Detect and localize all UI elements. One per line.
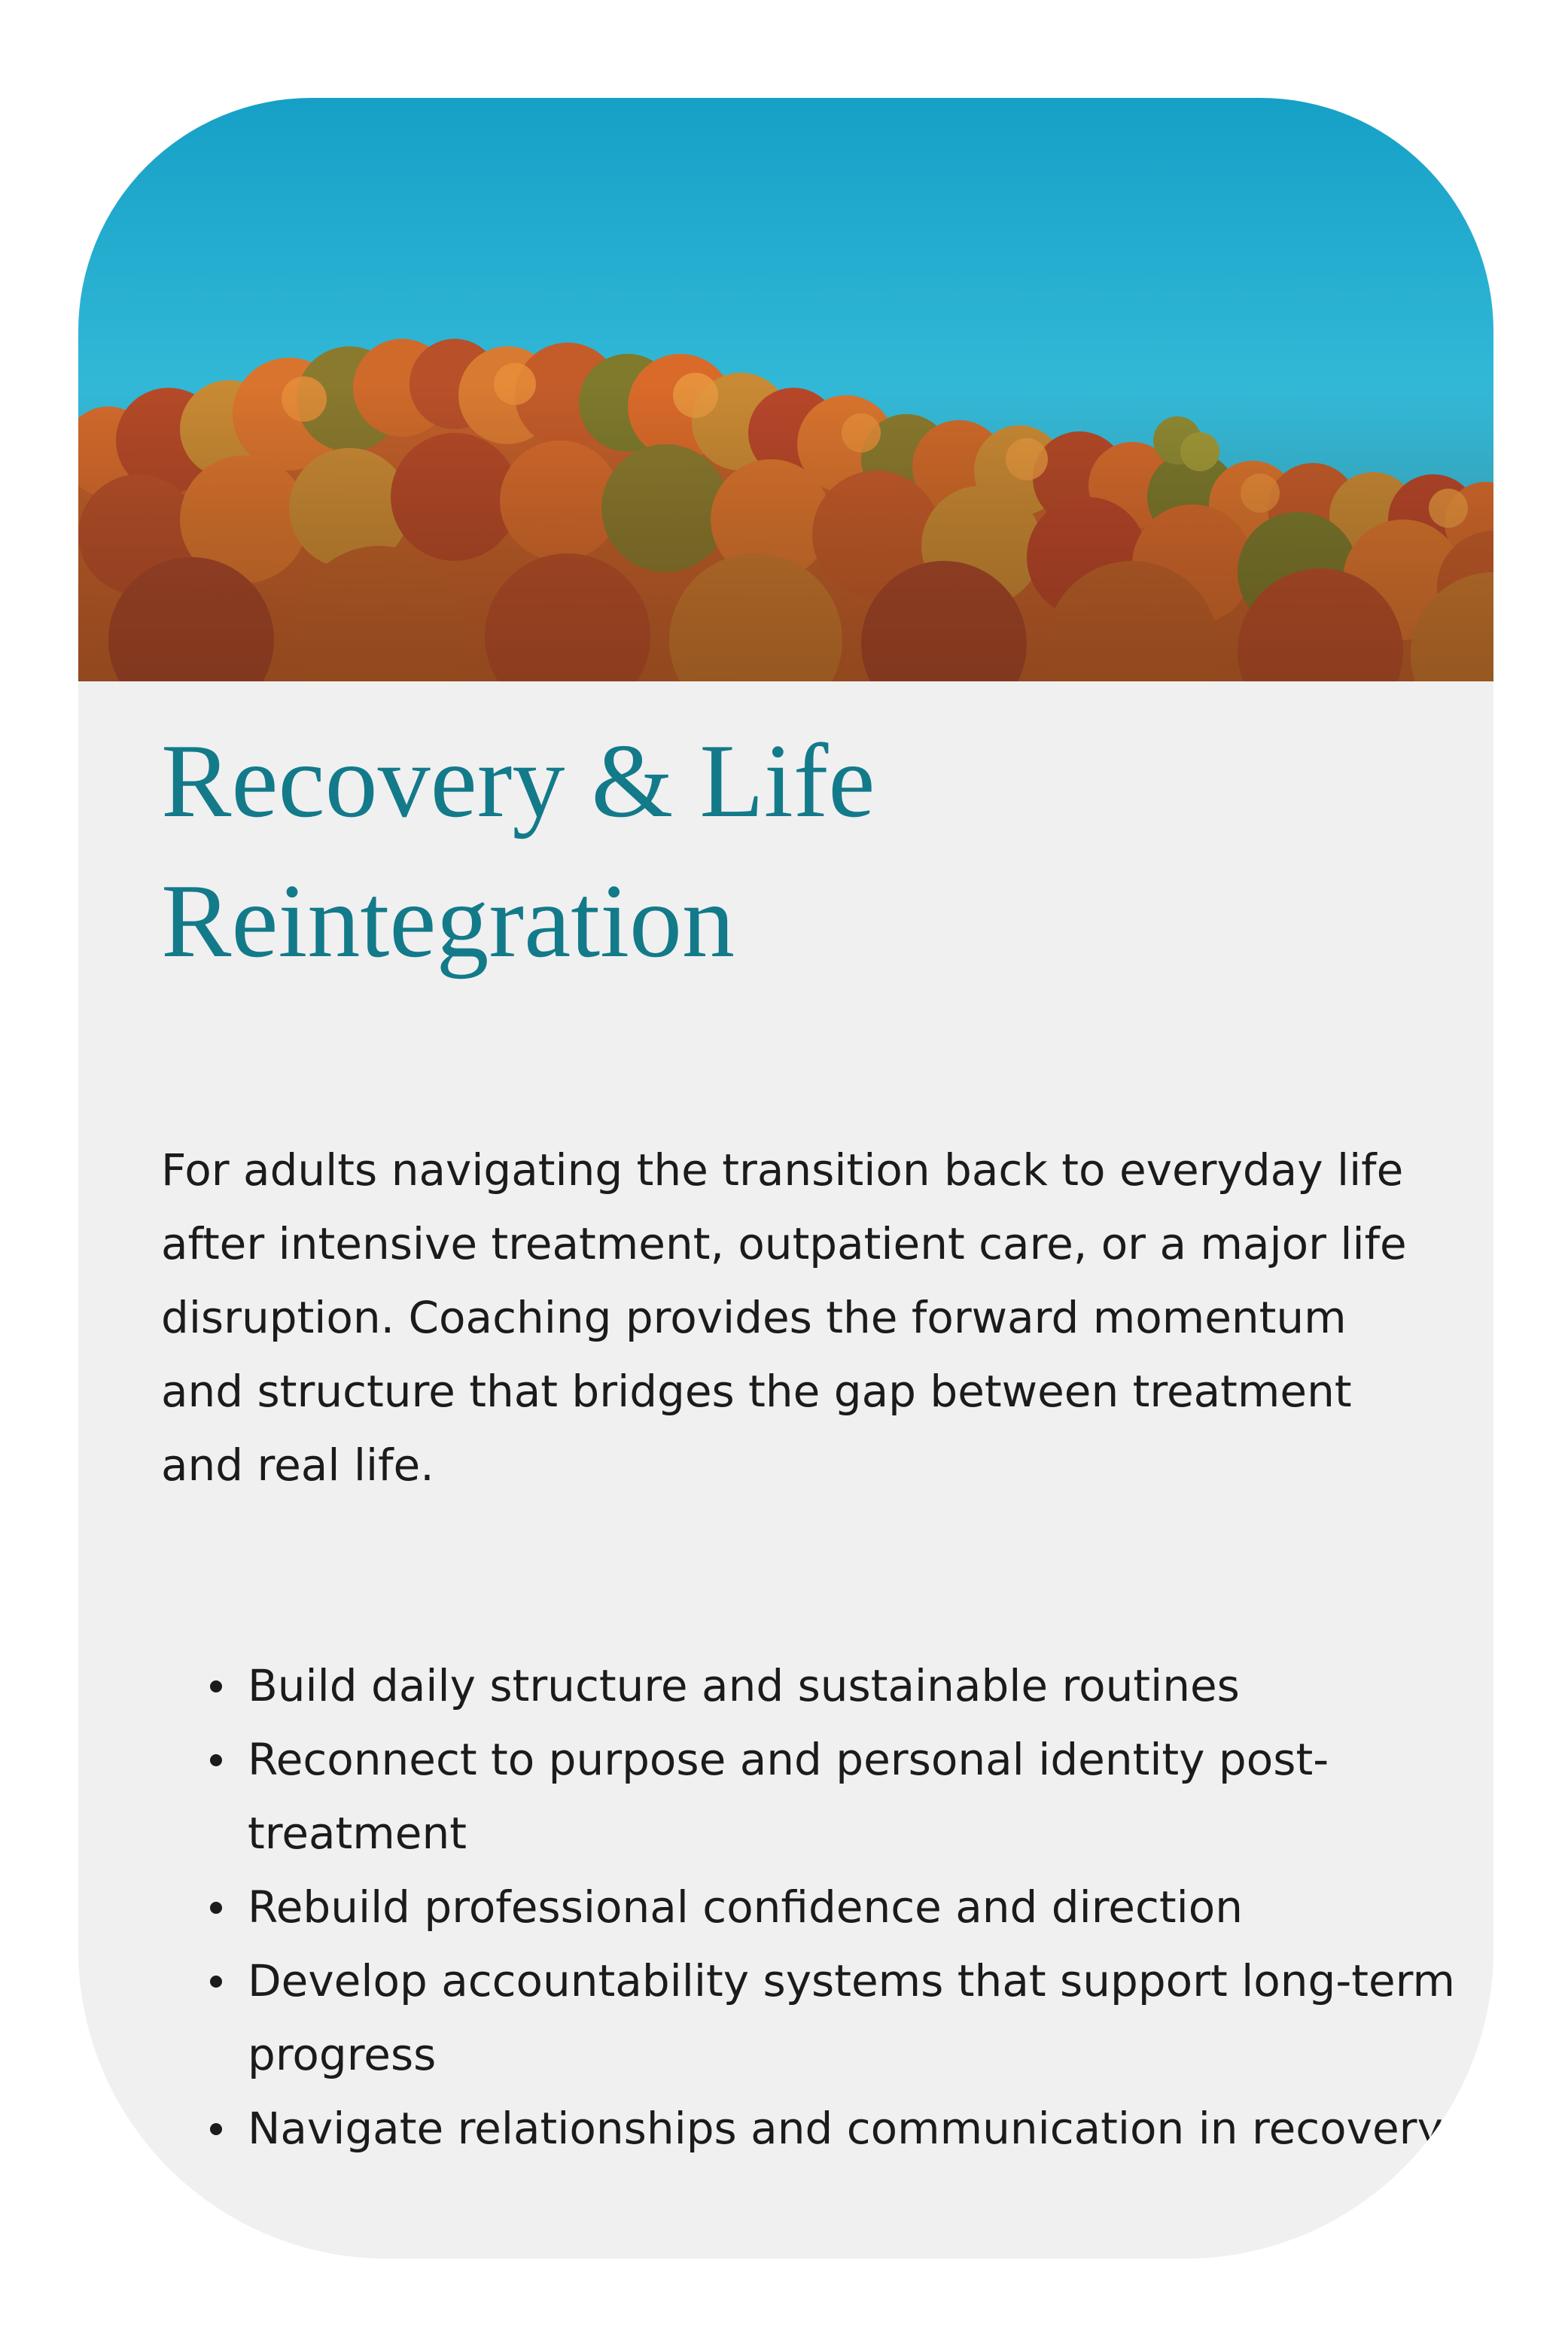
autumn-trees-photo bbox=[78, 98, 1493, 681]
list-item-text: Rebuild professional confidence and direction bbox=[248, 1881, 1243, 1933]
hero-image bbox=[78, 98, 1493, 681]
list-item-text: Develop accountability systems that support long-term progress bbox=[248, 1955, 1456, 2080]
list-item bbox=[248, 1723, 1490, 1870]
bullet-icon bbox=[210, 1902, 222, 1914]
bullet-icon bbox=[210, 2123, 222, 2135]
card-title: Recovery & Life Reintegration bbox=[161, 723, 875, 979]
list-item bbox=[248, 1870, 1490, 1944]
list-item bbox=[248, 1649, 1490, 1723]
list-item-text: Navigate relationships and communication in recovery bbox=[248, 2103, 1443, 2154]
benefits-list bbox=[248, 1649, 1490, 2165]
service-card bbox=[78, 98, 1493, 2259]
list-item-text: Build daily structure and sustainable routines bbox=[248, 1660, 1240, 1711]
list-item bbox=[248, 1944, 1490, 2092]
card-description: For adults navigating the transition back to everyday life after intensive treatment, outpatient care, or a major life disruption. Coaching provides the forward momentum and structure that bridges the gap between treatment and real life. bbox=[161, 1144, 1407, 1491]
list-item bbox=[248, 2092, 1490, 2165]
bullet-icon bbox=[210, 1976, 222, 1988]
foliage-shadow bbox=[78, 384, 1493, 681]
list-item-text: Reconnect to purpose and personal identity post-treatment bbox=[248, 1734, 1329, 1859]
bullet-icon bbox=[210, 1680, 222, 1692]
bullet-icon bbox=[210, 1754, 222, 1766]
